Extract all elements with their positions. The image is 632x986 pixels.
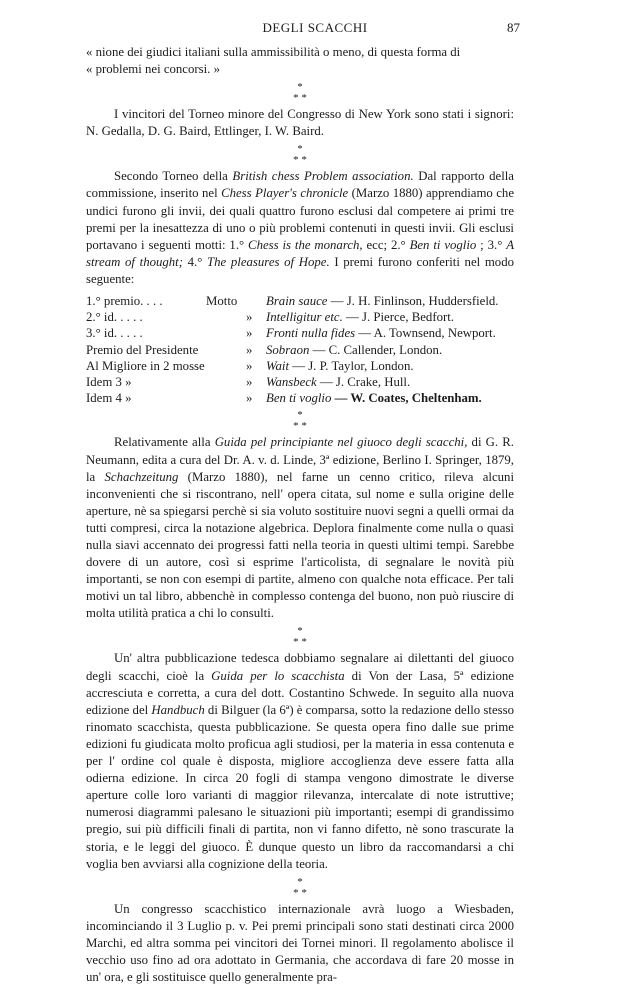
paragraph-von-der-lasa xyxy=(86,650,514,872)
prize-winner: — C. Callender, London. xyxy=(309,342,443,357)
section-separator xyxy=(86,626,514,648)
prize-label: Idem 4 » xyxy=(86,391,132,406)
italic-run: Chess Player's chronicle xyxy=(221,186,349,201)
prize-entry xyxy=(266,358,514,374)
italic-run: A stream of thought; xyxy=(86,237,515,269)
text-run: ecc; 2.° xyxy=(362,237,410,252)
text-run: di Von der Lasa, 5ª edizione accresciuta e corretta, a cura del dott. Costantino Schwede. In seguito alla nuova edizione del xyxy=(86,668,514,717)
text-run: Un' altra pubblicazione tedesca dobbiamo segnalare ai dilettanti del giuoco degli scacchi, cioè la xyxy=(86,651,514,683)
italic-run: British chess Problem association. xyxy=(232,169,414,184)
separator-bottom-stars: * * xyxy=(293,886,307,899)
prize-entry xyxy=(266,374,514,390)
prize-label: Al Migliore in 2 mosse xyxy=(86,358,205,373)
prize-sep: » xyxy=(246,358,253,373)
prize-entry xyxy=(266,390,514,406)
quote-line-1: « nione dei giudici italiani sulla ammissibilità o meno, di questa forma di xyxy=(86,45,461,59)
prize-row xyxy=(86,390,514,406)
prize-row xyxy=(86,358,514,374)
section-separator xyxy=(86,144,514,166)
prize-sep: » xyxy=(246,375,253,390)
prize-row xyxy=(86,309,514,325)
prize-list xyxy=(86,293,514,406)
separator-bottom-stars: * * xyxy=(293,154,307,167)
prize-entry xyxy=(266,293,514,309)
prize-winner: — J. P. Taylor, London. xyxy=(289,358,414,373)
text-run: I premi furono conferiti nel modo seguente: xyxy=(86,254,514,286)
prize-row xyxy=(86,374,514,390)
prize-label: Idem 3 » xyxy=(86,375,132,390)
italic-run: The pleasures of Hope. xyxy=(207,254,330,269)
separator-bottom-stars: * * xyxy=(293,420,307,433)
italic-run: Schachzeitung xyxy=(104,469,179,484)
prize-winner: — A. Townsend, Newport. xyxy=(355,326,496,341)
italic-run: Ben ti voglio xyxy=(409,237,477,252)
prize-row xyxy=(86,293,514,309)
text-run: Dal rapporto della commissione, inserito nel xyxy=(86,169,514,201)
prize-label xyxy=(86,293,246,309)
text-run: ; 3.° xyxy=(476,237,507,252)
text-run: Secondo Torneo della xyxy=(114,169,233,184)
prize-rank: 1.° premio. . . . xyxy=(86,294,163,309)
quote-line-2: « problemi nei concorsi. » xyxy=(86,62,220,77)
prize-winner: — J. Pierce, Bedfort. xyxy=(342,310,455,325)
prize-motto: Intelligitur etc. xyxy=(266,310,343,325)
italic-run: Handbuch xyxy=(151,702,205,717)
text-run: 4.° xyxy=(183,254,208,269)
paragraph-new-york: I vincitori del Torneo minore del Congresso di New York sono stati i signori: N. Gedalla, D. G. Baird, Ettlinger, I. W. Baird. xyxy=(86,107,514,139)
prize-row xyxy=(86,342,514,358)
prize-entry xyxy=(266,342,514,358)
page-body xyxy=(86,44,514,986)
running-title: DEGLI SCACCHI xyxy=(262,20,368,35)
prize-sep: » xyxy=(246,391,253,406)
prize-motto: Brain sauce xyxy=(266,294,328,309)
paragraph-wiesbaden: Un congresso scacchistico internazionale avrà luogo a Wiesbaden, incominciando il 3 Luglio p. v. Pei premi principali sono stati destinati circa 2000 Marchi, ed altra somma pei vincitori dei Tornei minori. Il regolamento abolisce il vecchio uso fino ad ora adottato in Germania, che accordava di fare 20 mosse in un' ora, e gli sostituisce quello generalmente pra- xyxy=(86,901,514,985)
prize-row xyxy=(86,325,514,341)
section-separator xyxy=(86,82,514,104)
text-run: (Marzo 1880) apprendiamo che undici furono gli invii, dei quali quattro furono esclusi dal competere ai primi tre premi per la inesattezza di uno o più problemi contenuti in questi invii. Gli esclusi portavano i seguenti motti: 1.° xyxy=(86,186,514,252)
prize-sep: » xyxy=(246,326,253,341)
prize-label: Premio del Presidente xyxy=(86,342,199,357)
prize-winner: — J. H. Finlinson, Huddersfield. xyxy=(327,294,499,309)
italic-run: Chess is the monarch, xyxy=(248,237,363,252)
prize-motto: Fronti nulla fides xyxy=(266,326,356,341)
separator-top-star: * xyxy=(297,409,303,422)
page-number: 87 xyxy=(507,20,520,35)
section-separator xyxy=(86,410,514,432)
quote-continuation xyxy=(86,44,514,78)
prize-motto: Ben ti voglio xyxy=(266,391,332,406)
separator-top-star: * xyxy=(297,81,303,94)
text-run: Relativamente alla xyxy=(114,435,215,450)
section-separator xyxy=(86,877,514,899)
prize-winner: — J. Crake, Hull. xyxy=(316,375,411,390)
paragraph-neumann-guide xyxy=(86,434,514,622)
prize-entry xyxy=(266,309,514,325)
separator-top-star: * xyxy=(297,875,303,888)
text-run: di G. R. Neumann, edita a cura del Dr. A. v. d. Linde, 3ª edizione, Berlino I. Springer, 1879, la xyxy=(86,435,514,484)
separator-top-star: * xyxy=(297,143,303,156)
separator-bottom-stars: * * xyxy=(293,92,307,105)
paragraph-british-problem-tourney xyxy=(86,168,514,288)
italic-run: Guida pel principiante nel giuoco degli scacchi, xyxy=(214,435,468,450)
prize-label: 2.° id. . . . . xyxy=(86,310,143,325)
separator-bottom-stars: * * xyxy=(293,636,307,649)
prize-entry xyxy=(266,325,514,341)
italic-run: Guida per lo scacchista xyxy=(211,668,345,683)
text-run: di Bilguer (la 6ª) è comparsa, sotto la redazione dello stesso rinomato scacchista, questa pubblicazione. Se questa opera fino dalle sue prime edizioni fu giudicata molto proficua agli studiosi, per la materia in essa contenuta e per l' ordine col quale è disposta, migliore accoglienza deve essere fatta alla odierna edizione. In circa 20 fogli di stampa vengono dimostrate le diverse aperture colle loro varianti di maggior rilevanza, intercalate di note istruttive; numerosi diagrammi palesano le situazioni più importanti; esempi di grandissimo pregio, sui più difficili finali di partita, non vi fanno difetto, nè sono trascurate la storia, e le leggi del giuoco. È dunque questo un libro da raccomandarsi a chi voglia ben avviarsi alla cognizione della teoria. xyxy=(86,702,514,871)
separator-top-star: * xyxy=(297,625,303,638)
prize-sep xyxy=(246,293,266,309)
page-header xyxy=(110,20,520,40)
prize-motto: Wansbeck xyxy=(266,375,317,390)
prize-sep: » xyxy=(246,310,253,325)
prize-motto: Wait xyxy=(266,358,289,373)
prize-sep: » xyxy=(246,342,253,357)
prize-label: 3.° id. . . . . xyxy=(86,326,143,341)
motto-word: Motto xyxy=(206,294,238,309)
prize-winner: — W. Coates, Cheltenham. xyxy=(331,391,482,406)
text-run: (Marzo 1880), nel farne un cenno critico, rileva alcuni inconvenienti che si riscontrano, nell' opera citata, sul nome e sulla origine delle aperture, nè sa spiegarsi perchè si sia voluto sostituire nuovi segni a quelli ormai da tutti compresi, circa la notazione algebrica. Deplora finalmente come nulla o quasi nulla siavi accennato dei progressi fatti nella teoria in questi ultimi tempi. Sarebbe dovere di un autore, così si esprime l'articolista, di segnalare le novità più importanti, se non con esempi di partite, almeno con qualche nota efficace. Per tali motivi un tal libro, abbenchè in complesso contenga del buono, non può riuscire di molta utilità pratica a chi lo consulti. xyxy=(86,469,514,621)
prize-motto: Sobraon xyxy=(266,342,310,357)
